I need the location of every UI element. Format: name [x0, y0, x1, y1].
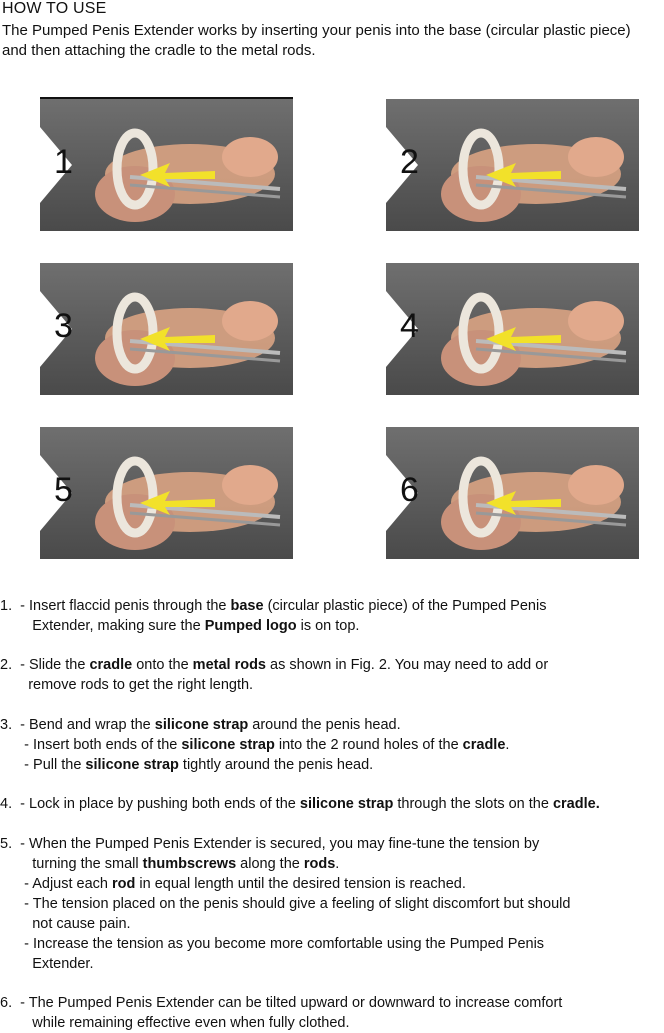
text-segment: Extender.	[0, 956, 94, 972]
text-segment: remove rods to get the right length.	[0, 677, 254, 693]
figure-panel-2	[386, 99, 639, 231]
bold-term: silicone strap	[85, 757, 179, 773]
text-segment: as shown in Fig. 2. You may need to add or	[266, 657, 549, 673]
text-segment: tightly around the penis head.	[178, 757, 374, 773]
bold-term: silicone strap	[181, 737, 275, 753]
instruction-line	[0, 934, 664, 954]
intro-paragraph: The Pumped Penis Extender works by inserting your penis into the base (circular plastic piece) and then attaching the cradle to the metal rods.	[2, 22, 631, 59]
bold-term: rods	[303, 856, 336, 872]
text-segment: in equal length until the desired tension is reached.	[135, 876, 466, 892]
instruction-line	[0, 675, 664, 695]
page-title: HOW TO USE	[2, 0, 107, 17]
figure-number	[386, 99, 424, 231]
text-segment: .	[505, 737, 510, 753]
instruction-line	[0, 993, 664, 1013]
bold-term: silicone strap	[154, 717, 249, 733]
figure-number-label: 1	[54, 143, 73, 181]
instruction-line	[0, 755, 664, 775]
text-segment: .	[335, 856, 340, 872]
text-segment: 4. - Lock in place by pushing both ends of the	[0, 796, 300, 812]
text-segment: around the penis head.	[248, 717, 401, 733]
text-segment: 2. - Slide the	[0, 657, 90, 673]
text-segment: through the slots on the	[393, 796, 553, 812]
text-segment: Extender, making sure the	[0, 618, 205, 634]
text-segment: - Adjust each	[0, 876, 113, 892]
figure-panel-6	[386, 427, 639, 559]
instruction-step-6	[0, 993, 664, 1033]
instruction-line	[0, 794, 664, 814]
bold-term: cradle	[89, 657, 133, 673]
text-segment: - Increase the tension as you become more comfortable using the Pumped Penis	[0, 936, 545, 952]
instruction-step-2	[0, 655, 664, 695]
bold-term: cradle	[462, 737, 506, 753]
bold-term: silicone strap	[299, 796, 394, 812]
bold-term: base	[230, 598, 264, 614]
instruction-line	[0, 894, 664, 914]
figure-panel-1	[40, 99, 293, 231]
instruction-line	[0, 854, 664, 874]
bold-term: metal rods	[192, 657, 267, 673]
text-segment: 1. - Insert flaccid penis through the	[0, 598, 231, 614]
instruction-step-3	[0, 715, 664, 775]
figure-number	[386, 427, 424, 559]
figure-number-label: 4	[400, 307, 419, 345]
instruction-line	[0, 874, 664, 894]
text-segment: while remaining effective even when fully clothed.	[0, 1015, 350, 1031]
instruction-step-4	[0, 794, 664, 814]
instruction-line	[0, 954, 664, 974]
text-segment: turning the small	[0, 856, 143, 872]
figure-panel-4	[386, 263, 639, 395]
instruction-line	[0, 715, 664, 735]
figure-number-label: 6	[400, 471, 419, 509]
figure-number-label: 5	[54, 471, 73, 509]
figure-number-label: 2	[400, 143, 419, 181]
figure-number	[40, 99, 78, 231]
text-segment: - The tension placed on the penis should give a feeling of slight discomfort but should	[0, 896, 571, 912]
text-segment: is on top.	[296, 618, 360, 634]
figure-number	[386, 263, 424, 395]
text-segment: - Pull the	[0, 757, 86, 773]
text-segment: onto the	[132, 657, 193, 673]
text-segment: 3. - Bend and wrap the	[0, 717, 155, 733]
text-segment: into the 2 round holes of the	[274, 737, 463, 753]
text-segment: along the	[236, 856, 304, 872]
instruction-line	[0, 596, 664, 616]
text-segment: - Insert both ends of the	[0, 737, 182, 753]
bold-term: thumbscrews	[142, 856, 237, 872]
instruction-line	[0, 735, 664, 755]
instruction-step-5	[0, 834, 664, 974]
figure-panel-3	[40, 263, 293, 395]
text-segment: 6. - The Pumped Penis Extender can be tilted upward or downward to increase comfort	[0, 995, 563, 1011]
bold-term: rod	[112, 876, 136, 892]
instruction-line	[0, 616, 664, 636]
bold-term: Pumped logo	[204, 618, 297, 634]
instruction-line	[0, 834, 664, 854]
instruction-line	[0, 914, 664, 934]
text-segment: 5. - When the Pumped Penis Extender is secured, you may fine-tune the tension by	[0, 836, 540, 852]
bold-term: cradle.	[552, 796, 600, 812]
text-segment: (circular plastic piece) of the Pumped Penis	[263, 598, 547, 614]
figure-number-label: 3	[54, 307, 73, 345]
text-segment: not cause pain.	[0, 916, 131, 932]
instruction-line	[0, 1013, 664, 1033]
figure-number	[40, 427, 78, 559]
figure-panel-5	[40, 427, 293, 559]
instruction-line	[0, 655, 664, 675]
figure-number	[40, 263, 78, 395]
instruction-step-1	[0, 596, 664, 636]
